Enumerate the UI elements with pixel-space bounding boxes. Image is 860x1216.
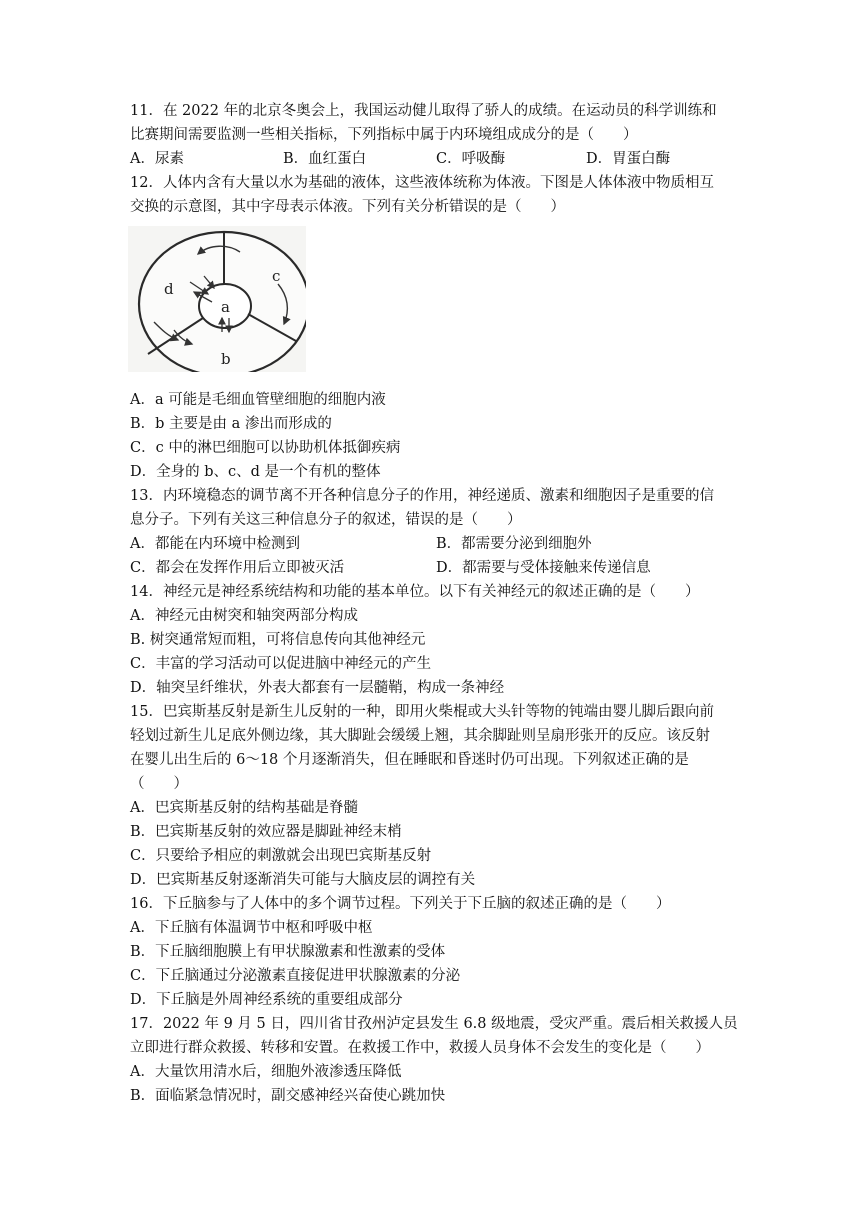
- q11-stem-line-1: 11．在 2022 年的北京冬奥会上，我国运动健儿取得了骄人的成绩。在运动员的科学训练和: [130, 103, 717, 119]
- q12-option-a: A．a 可能是毛细血管壁细胞的细胞内液: [130, 392, 386, 408]
- q16-option-c: C．下丘脑通过分泌激素直接促进甲状腺激素的分泌: [130, 968, 461, 984]
- label-a: a: [221, 298, 230, 316]
- q11-option-a: A．尿素: [130, 151, 184, 167]
- q11-stem-line-2: 比赛期间需要监测一些相关指标，下列指标中属于内环境组成成分的是（ ）: [130, 127, 638, 143]
- q15-option-d: D．巴宾斯基反射逐渐消失可能与大脑皮层的调控有关: [130, 872, 476, 888]
- q16-stem-line-1: 16．下丘脑参与了人体中的多个调节过程。下列关于下丘脑的叙述正确的是（ ）: [130, 896, 671, 912]
- q17-stem-line-2: 立即进行群众救援、转移和安置。在救援工作中，救援人员身体不会发生的变化是（ ）: [130, 1040, 710, 1056]
- q15-stem-line-4: （ ）: [130, 776, 188, 792]
- q16-option-b: B．下丘脑细胞膜上有甲状腺激素和性激素的受体: [130, 944, 446, 960]
- q11-option-b: B．血红蛋白: [283, 151, 367, 167]
- body-fluid-diagram: [128, 226, 306, 372]
- q15-option-c: C．只要给予相应的刺激就会出现巴宾斯基反射: [130, 848, 432, 864]
- q16-option-d: D．下丘脑是外周神经系统的重要组成部分: [130, 992, 403, 1008]
- q12-stem-line-1: 12．人体内含有大量以水为基础的液体，这些液体统称为体液。下图是人体体液中物质相互: [130, 175, 714, 191]
- q15-stem-line-2: 轻划过新生儿足底外侧边缘，其大脚趾会缓缓上翘，其余脚趾则呈扇形张开的反应。该反射: [130, 728, 710, 744]
- label-b: b: [221, 350, 231, 368]
- q14-option-c: C．丰富的学习活动可以促进脑中神经元的产生: [130, 656, 432, 672]
- q11-option-d: D．胃蛋白酶: [586, 151, 671, 167]
- q13-option-a: A．都能在内环境中检测到: [130, 536, 300, 552]
- q11-option-c: C．呼吸酶: [436, 151, 506, 167]
- q17-option-b: B．面临紧急情况时，副交感神经兴奋使心跳加快: [130, 1088, 446, 1104]
- q12-option-d: D．全身的 b、c、d 是一个有机的整体: [130, 464, 381, 480]
- q13-option-c: C．都会在发挥作用后立即被灭活: [130, 560, 345, 576]
- q12-option-b: B．b 主要是由 a 渗出而形成的: [130, 416, 332, 432]
- q12-option-c: C．c 中的淋巴细胞可以协助机体抵御疾病: [130, 440, 401, 456]
- q15-option-b: B．巴宾斯基反射的效应器是脚趾神经末梢: [130, 824, 402, 840]
- q14-option-a: A．神经元由树突和轴突两部分构成: [130, 608, 358, 624]
- q15-stem-line-3: 在婴儿出生后的 6～18 个月逐渐消失，但在睡眠和昏迷时仍可出现。下列叙述正确的是: [130, 752, 689, 768]
- q13-stem-line-1: 13．内环境稳态的调节离不开各种信息分子的作用，神经递质、激素和细胞因子是重要的信: [130, 488, 714, 504]
- q15-stem-line-1: 15．巴宾斯基反射是新生儿反射的一种，即用火柴棍或大头针等物的钝端由婴儿脚后跟向前: [130, 704, 714, 720]
- q14-option-b: B. 树突通常短而粗，可将信息传向其他神经元: [130, 632, 426, 648]
- q13-option-b: B．都需要分泌到细胞外: [436, 536, 592, 552]
- q15-option-a: A．巴宾斯基反射的结构基础是脊髓: [130, 800, 358, 816]
- q14-stem-line-1: 14．神经元是神经系统结构和功能的基本单位。以下有关神经元的叙述正确的是（ ）: [130, 584, 700, 600]
- label-c: c: [272, 267, 281, 285]
- q17-option-a: A．大量饮用清水后，细胞外液渗透压降低: [130, 1064, 402, 1080]
- label-d: d: [164, 280, 174, 298]
- q14-option-d: D．轴突呈纤维状，外表大都套有一层髓鞘，构成一条神经: [130, 680, 505, 696]
- q12-stem-line-2: 交换的示意图，其中字母表示体液。下列有关分析错误的是（ ）: [130, 199, 565, 215]
- q17-stem-line-1: 17．2022 年 9 月 5 日，四川省甘孜州泸定县发生 6.8 级地震，受灾严重。震后相关救援人员: [130, 1016, 738, 1032]
- q16-option-a: A．下丘脑有体温调节中枢和呼吸中枢: [130, 920, 373, 936]
- q13-stem-line-2: 息分子。下列有关这三种信息分子的叙述，错误的是（ ）: [130, 512, 522, 528]
- q13-option-d: D．都需要与受体接触来传递信息: [436, 560, 651, 576]
